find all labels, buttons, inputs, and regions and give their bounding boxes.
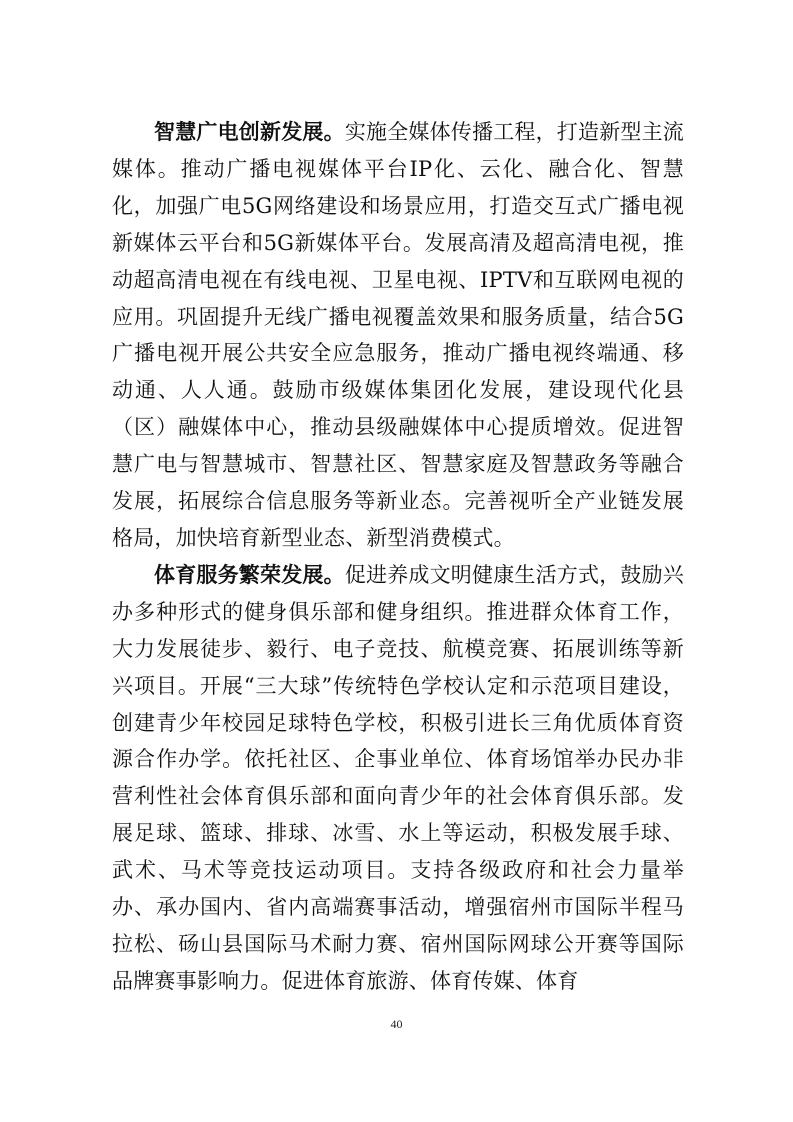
body-text (112, 114, 684, 1000)
paragraph-heading: 智慧广电创新发展。 (154, 119, 345, 144)
paragraph-heading: 体育服务繁荣发展。 (154, 561, 345, 587)
paragraph-smart-broadcasting (112, 114, 684, 557)
paragraph-sports-services (112, 557, 684, 1000)
paragraph-body: 促进养成文明健康生活方式，鼓励兴办多种形式的健身俱乐部和健身组织。推进群众体育工作，大力发展徒步、毅行、电子竞技、航模竞赛、拓展训练等新兴项目。开展“三大球”传统特色学校认定和示范项目建设，创建青少年校园足球特色学校，积极引进长三角优质体育资源合作办学。依托社区、企事业单位、体育场馆举办民办非营利性社会体育俱乐部和面向青少年的社会体育俱乐部。发展足球、篮球、排球、冰雪、水上等运动，积极发展手球、武术、马术等竞技运动项目。支持各级政府和社会力量举办、承办国内、省内高端赛事活动，增强宿州市国际半程马拉松、砀山县国际马术耐力赛、宿州国际网球公开赛等国际品牌赛事影响力。促进体育旅游、体育传媒、体育 (112, 562, 685, 993)
paragraph-body: 实施全媒体传播工程，打造新型主流媒体。推动广播电视媒体平台IP化、云化、融合化、智慧化，加强广电5G网络建设和场景应用，打造交互式广播电视新媒体云平台和5G新媒体平台。发展高清及超高清电视，推动超高清电视在有线电视、卫星电视、IPTV和互联网电视的应用。巩固提升无线广播电视覆盖效果和服务质量，结合5G广播电视开展公共安全应急服务，推动广播电视终端通、移动通、人人通。鼓励市级媒体集团化发展，建设现代化县（区）融媒体中心，推动县级融媒体中心提质增效。促进智慧广电与智慧城市、智慧社区、智慧家庭及智慧政务等融合发展，拓展综合信息服务等新业态。完善视听全产业链发展格局，加快培育新型业态、新型消费模式。 (112, 120, 685, 550)
page-number: 40 (390, 1017, 403, 1031)
